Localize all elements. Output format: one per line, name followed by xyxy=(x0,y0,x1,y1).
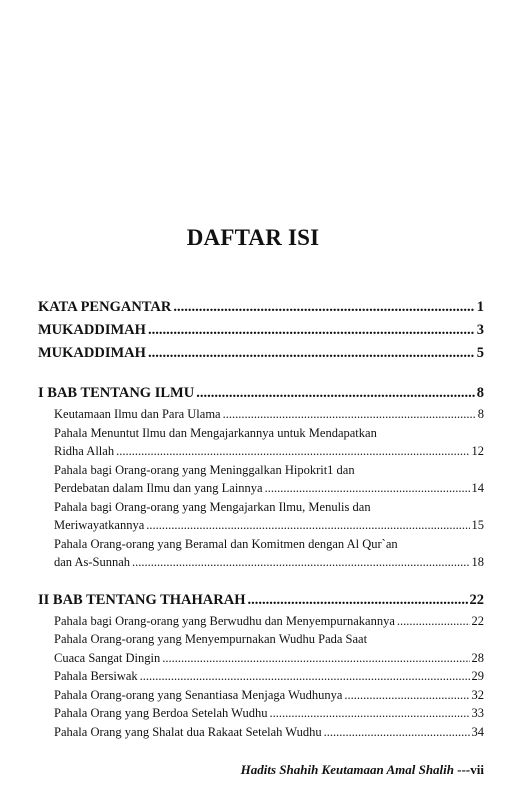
dot-leader xyxy=(196,382,475,405)
toc-chapter-thaharah-items xyxy=(38,612,484,742)
dot-leader xyxy=(162,649,469,668)
toc-page-number: 12 xyxy=(471,444,484,458)
toc-item-label: Pahala Orang yang Berdoa Setelah Wudhu xyxy=(54,706,268,720)
toc-item-label-line: Pahala Orang-orang yang Beramal dan Komitmen dengan Al Qur`an xyxy=(54,536,398,551)
toc-item[interactable] xyxy=(54,704,484,723)
toc-item[interactable] xyxy=(54,424,484,461)
toc-item[interactable] xyxy=(54,535,484,572)
toc-chapter-label: I BAB TENTANG ILMU xyxy=(38,385,195,401)
dot-leader xyxy=(140,667,470,686)
toc-page-number: 32 xyxy=(471,687,484,702)
toc-page-number: 3 xyxy=(476,322,484,338)
toc-entry-label: MUKADDIMAH xyxy=(38,345,146,361)
toc-item-label: Pahala bagi Orang-orang yang Berwudhu dan Menyempurnakannya xyxy=(54,613,395,628)
footer-page-number: vii xyxy=(470,762,484,777)
toc-item-label: Perdebatan dalam Ilmu dan yang Lainnya xyxy=(54,481,263,495)
toc-page-number: 8 xyxy=(476,385,484,401)
toc-chapter-ilmu-items xyxy=(38,405,484,572)
toc-item-label: Ridha Allah xyxy=(54,444,115,458)
toc-item-label: Keutamaan Ilmu dan Para Ulama xyxy=(54,407,221,421)
toc-item-label: Meriwayatkannya xyxy=(54,518,145,532)
toc-chapter-thaharah[interactable] xyxy=(38,589,484,612)
toc-item[interactable] xyxy=(54,667,484,686)
toc-item-label-line: Pahala bagi Orang-orang yang Meninggalkan Hipokrit1 dan xyxy=(54,462,355,477)
toc-page-number: 28 xyxy=(471,650,484,665)
dot-leader xyxy=(146,516,469,535)
toc-chapter-label: II BAB TENTANG THAHARAH xyxy=(38,591,246,608)
toc-entry-kata-pengantar[interactable] xyxy=(38,296,484,319)
toc-page-number: 34 xyxy=(471,724,484,739)
table-of-contents xyxy=(38,296,484,741)
toc-entry-mukaddimah-1[interactable] xyxy=(38,319,484,342)
toc-chapter-ilmu[interactable] xyxy=(38,382,484,405)
toc-item[interactable] xyxy=(54,461,484,498)
toc-item-last-line xyxy=(54,516,484,535)
footer-book-title: Hadits Shahih Keutamaan Amal Shalih xyxy=(240,762,455,777)
toc-page-number: 33 xyxy=(471,706,484,720)
toc-item-label: dan As-Sunnah xyxy=(54,555,131,569)
toc-page-number: 15 xyxy=(471,518,484,532)
toc-item[interactable] xyxy=(54,723,484,742)
toc-item[interactable] xyxy=(54,612,484,631)
toc-item[interactable] xyxy=(54,686,484,705)
toc-entry-mukaddimah-2[interactable] xyxy=(38,342,484,365)
toc-item-label-line: Pahala Orang-orang yang Menyempurnakan Wudhu Pada Saat xyxy=(54,632,368,646)
toc-item-last-line xyxy=(54,442,484,461)
toc-page-number: 5 xyxy=(476,345,484,361)
toc-page-number: 22 xyxy=(471,613,484,628)
toc-page-number: 22 xyxy=(469,591,484,608)
toc-item-label-line: Pahala bagi Orang-orang yang Mengajarkan Ilmu, Menulis dan xyxy=(54,499,371,514)
dot-leader xyxy=(247,589,467,612)
dot-leader xyxy=(173,296,474,319)
toc-item[interactable] xyxy=(54,498,484,535)
toc-entry-label: MUKADDIMAH xyxy=(38,322,146,338)
page-title: DAFTAR ISI xyxy=(186,225,320,250)
dot-leader xyxy=(265,479,470,498)
toc-item-label: Pahala Orang-orang yang Senantiasa Menjaga Wudhunya xyxy=(54,687,343,702)
toc-item[interactable] xyxy=(54,405,484,424)
toc-item-label: Pahala Bersiwak xyxy=(54,669,138,683)
footer-separator: --- xyxy=(457,762,471,777)
toc-page-number: 29 xyxy=(471,669,484,683)
toc-item-last-line xyxy=(54,553,484,572)
dot-leader xyxy=(116,442,469,461)
toc-page-number: 18 xyxy=(471,555,484,569)
toc-item-last-line xyxy=(54,479,484,498)
toc-item-label: Pahala Orang yang Shalat dua Rakaat Setelah Wudhu xyxy=(54,724,322,739)
toc-item-label: Cuaca Sangat Dingin xyxy=(54,650,161,665)
toc-page-number: 8 xyxy=(477,407,484,421)
toc-page-number: 1 xyxy=(476,299,484,315)
dot-leader xyxy=(344,686,469,705)
toc-item-label-line: Pahala Menuntut Ilmu dan Mengajarkannya untuk Mendapatkan xyxy=(54,425,377,440)
toc-entry-label: KATA PENGANTAR xyxy=(38,299,172,315)
page-footer xyxy=(241,762,484,778)
toc-page-number: 14 xyxy=(471,481,484,495)
dot-leader xyxy=(269,704,469,723)
toc-item[interactable] xyxy=(54,630,484,667)
dot-leader xyxy=(148,319,475,342)
dot-leader xyxy=(132,553,469,572)
dot-leader xyxy=(397,612,470,631)
dot-leader xyxy=(223,405,476,424)
dot-leader xyxy=(148,342,475,365)
dot-leader xyxy=(324,723,470,742)
toc-item-last-line xyxy=(54,649,484,668)
